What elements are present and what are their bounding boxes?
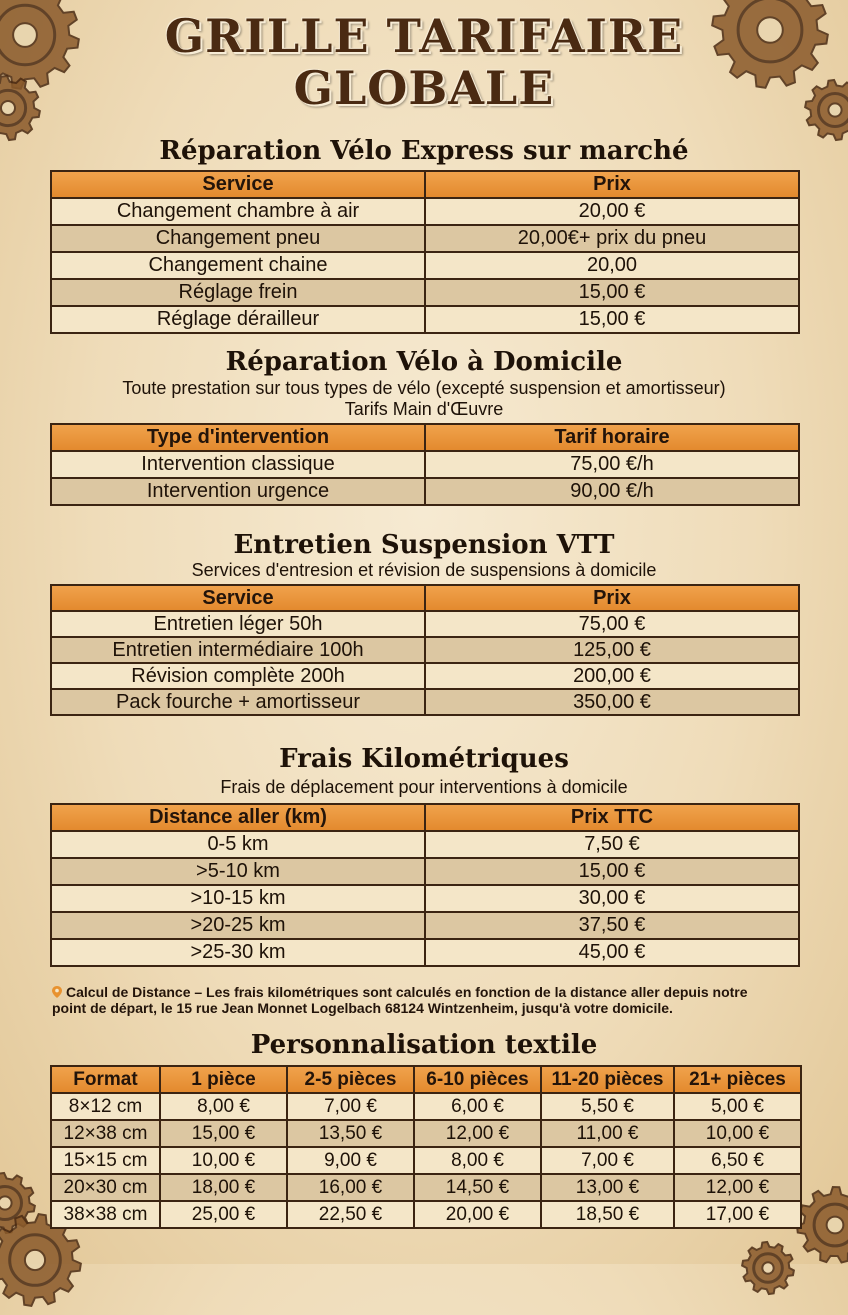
- table-cell: 7,50 €: [425, 831, 799, 858]
- table-cell: 12,00 €: [674, 1174, 801, 1201]
- table-cell: 18,00 €: [160, 1174, 287, 1201]
- table-cell: 200,00 €: [425, 663, 799, 689]
- header-cell: 11-20 pièces: [541, 1066, 674, 1093]
- table-cell: 18,50 €: [541, 1201, 674, 1228]
- header-cell: 1 pièce: [160, 1066, 287, 1093]
- table-cell: 10,00 €: [160, 1147, 287, 1174]
- table-cell: 9,00 €: [287, 1147, 414, 1174]
- table-cell: 20,00: [425, 252, 799, 279]
- table-cell: 90,00 €/h: [425, 478, 799, 505]
- table-row: [51, 252, 799, 279]
- header-cell: 2-5 pièces: [287, 1066, 414, 1093]
- table-cell: 25,00 €: [160, 1201, 287, 1228]
- section-title-textile: Personnalisation textile: [0, 1030, 848, 1060]
- table-cell: 15,00 €: [425, 858, 799, 885]
- title-line: GLOBALE: [0, 62, 848, 114]
- table-cell: >20-25 km: [51, 912, 425, 939]
- table-row: [51, 1147, 801, 1174]
- section-subtitle: Frais de déplacement pour interventions à domicile: [0, 777, 848, 797]
- table-cell: 15,00 €: [425, 279, 799, 306]
- table-header-row: [51, 804, 799, 831]
- table-header-row: [51, 424, 799, 451]
- section-subtitle: Toute prestation sur tous types de vélo (excepté suspension et amortisseur): [0, 378, 848, 398]
- table-cell: 7,00 €: [541, 1147, 674, 1174]
- table-row: [51, 637, 799, 663]
- table-cell: 20,00€+ prix du pneu: [425, 225, 799, 252]
- table-row: [51, 1201, 801, 1228]
- table-cell: 45,00 €: [425, 939, 799, 966]
- table-cell: 13,00 €: [541, 1174, 674, 1201]
- table-row: [51, 831, 799, 858]
- table-row: [51, 1174, 801, 1201]
- table-cell: 14,50 €: [414, 1174, 541, 1201]
- location-pin-icon: [52, 986, 62, 998]
- header-cell: 21+ pièces: [674, 1066, 801, 1093]
- section-subtitle: Services d'entresion et révision de suspensions à domicile: [0, 560, 848, 580]
- header-cell: Distance aller (km): [51, 804, 425, 831]
- table-row: [51, 885, 799, 912]
- table-row: [51, 912, 799, 939]
- table-express: [50, 170, 800, 334]
- section-subtitle: Tarifs Main d'Œuvre: [0, 399, 848, 419]
- section-title-domicile: Réparation Vélo à Domicile: [0, 347, 848, 377]
- header-cell: Format: [51, 1066, 160, 1093]
- table-cell: 6,00 €: [414, 1093, 541, 1120]
- table-header-row: [51, 171, 799, 198]
- table-cell: 15×15 cm: [51, 1147, 160, 1174]
- title-line: GRILLE TARIFAIRE: [0, 10, 848, 62]
- section-title-express: Réparation Vélo Express sur marché: [0, 136, 848, 166]
- table-cell: 22,50 €: [287, 1201, 414, 1228]
- table-cell: Changement chambre à air: [51, 198, 425, 225]
- table-row: [51, 663, 799, 689]
- table-row: [51, 279, 799, 306]
- table-cell: 7,00 €: [287, 1093, 414, 1120]
- table-cell: 5,00 €: [674, 1093, 801, 1120]
- section-title-frais: Frais Kilométriques: [0, 744, 848, 774]
- header-cell: Prix: [425, 171, 799, 198]
- table-cell: 37,50 €: [425, 912, 799, 939]
- table-cell: 11,00 €: [541, 1120, 674, 1147]
- table-cell: 350,00 €: [425, 689, 799, 715]
- table-textile: [50, 1065, 802, 1229]
- table-cell: Pack fourche + amortisseur: [51, 689, 425, 715]
- gear-icon: [738, 1238, 798, 1298]
- table-header-row: [51, 585, 799, 611]
- table-cell: 8,00 €: [160, 1093, 287, 1120]
- table-header-row: [51, 1066, 801, 1093]
- table-row: [51, 1093, 801, 1120]
- table-suspension: [50, 584, 800, 716]
- table-cell: Réglage dérailleur: [51, 306, 425, 333]
- table-cell: >25-30 km: [51, 939, 425, 966]
- header-cell: Prix: [425, 585, 799, 611]
- header-cell: Tarif horaire: [425, 424, 799, 451]
- header-cell: Service: [51, 585, 425, 611]
- table-cell: 12×38 cm: [51, 1120, 160, 1147]
- table-cell: >10-15 km: [51, 885, 425, 912]
- section-title-suspension: Entretien Suspension VTT: [0, 530, 848, 560]
- table-row: [51, 858, 799, 885]
- table-cell: 5,50 €: [541, 1093, 674, 1120]
- table-cell: 0-5 km: [51, 831, 425, 858]
- table-cell: 8,00 €: [414, 1147, 541, 1174]
- table-cell: 13,50 €: [287, 1120, 414, 1147]
- header-cell: Prix TTC: [425, 804, 799, 831]
- table-cell: Changement chaine: [51, 252, 425, 279]
- table-cell: 38×38 cm: [51, 1201, 160, 1228]
- table-cell: 6,50 €: [674, 1147, 801, 1174]
- table-row: [51, 611, 799, 637]
- table-frais: [50, 803, 800, 967]
- page-title: [0, 10, 848, 114]
- table-cell: Entretien léger 50h: [51, 611, 425, 637]
- table-cell: Réglage frein: [51, 279, 425, 306]
- table-cell: 75,00 €/h: [425, 451, 799, 478]
- table-row: [51, 939, 799, 966]
- table-cell: 10,00 €: [674, 1120, 801, 1147]
- table-row: [51, 451, 799, 478]
- table-cell: 16,00 €: [287, 1174, 414, 1201]
- table-row: [51, 478, 799, 505]
- table-row: [51, 198, 799, 225]
- table-cell: 8×12 cm: [51, 1093, 160, 1120]
- table-cell: 12,00 €: [414, 1120, 541, 1147]
- header-cell: Service: [51, 171, 425, 198]
- table-row: [51, 1120, 801, 1147]
- table-cell: Intervention classique: [51, 451, 425, 478]
- table-cell: Entretien intermédiaire 100h: [51, 637, 425, 663]
- table-cell: 15,00 €: [160, 1120, 287, 1147]
- table-row: [51, 306, 799, 333]
- table-cell: >5-10 km: [51, 858, 425, 885]
- table-row: [51, 689, 799, 715]
- table-cell: Intervention urgence: [51, 478, 425, 505]
- table-row: [51, 225, 799, 252]
- note-text: Calcul de Distance – Les frais kilométriques sont calculés en fonction de la distance aller depuis notre: [66, 984, 748, 1000]
- table-cell: 20,00 €: [414, 1201, 541, 1228]
- table-cell: Changement pneu: [51, 225, 425, 252]
- table-cell: Révision complète 200h: [51, 663, 425, 689]
- table-cell: 75,00 €: [425, 611, 799, 637]
- note-line: point de départ, le 15 rue Jean Monnet Logelbach 68124 Wintzenheim, jusqu'à votre domicile.: [52, 1000, 808, 1016]
- table-cell: 30,00 €: [425, 885, 799, 912]
- table-cell: 125,00 €: [425, 637, 799, 663]
- note-line: [52, 984, 808, 1000]
- table-cell: 15,00 €: [425, 306, 799, 333]
- table-domicile: [50, 423, 800, 506]
- header-cell: Type d'intervention: [51, 424, 425, 451]
- table-cell: 17,00 €: [674, 1201, 801, 1228]
- distance-note: [52, 984, 808, 1016]
- header-cell: 6-10 pièces: [414, 1066, 541, 1093]
- table-cell: 20,00 €: [425, 198, 799, 225]
- table-cell: 20×30 cm: [51, 1174, 160, 1201]
